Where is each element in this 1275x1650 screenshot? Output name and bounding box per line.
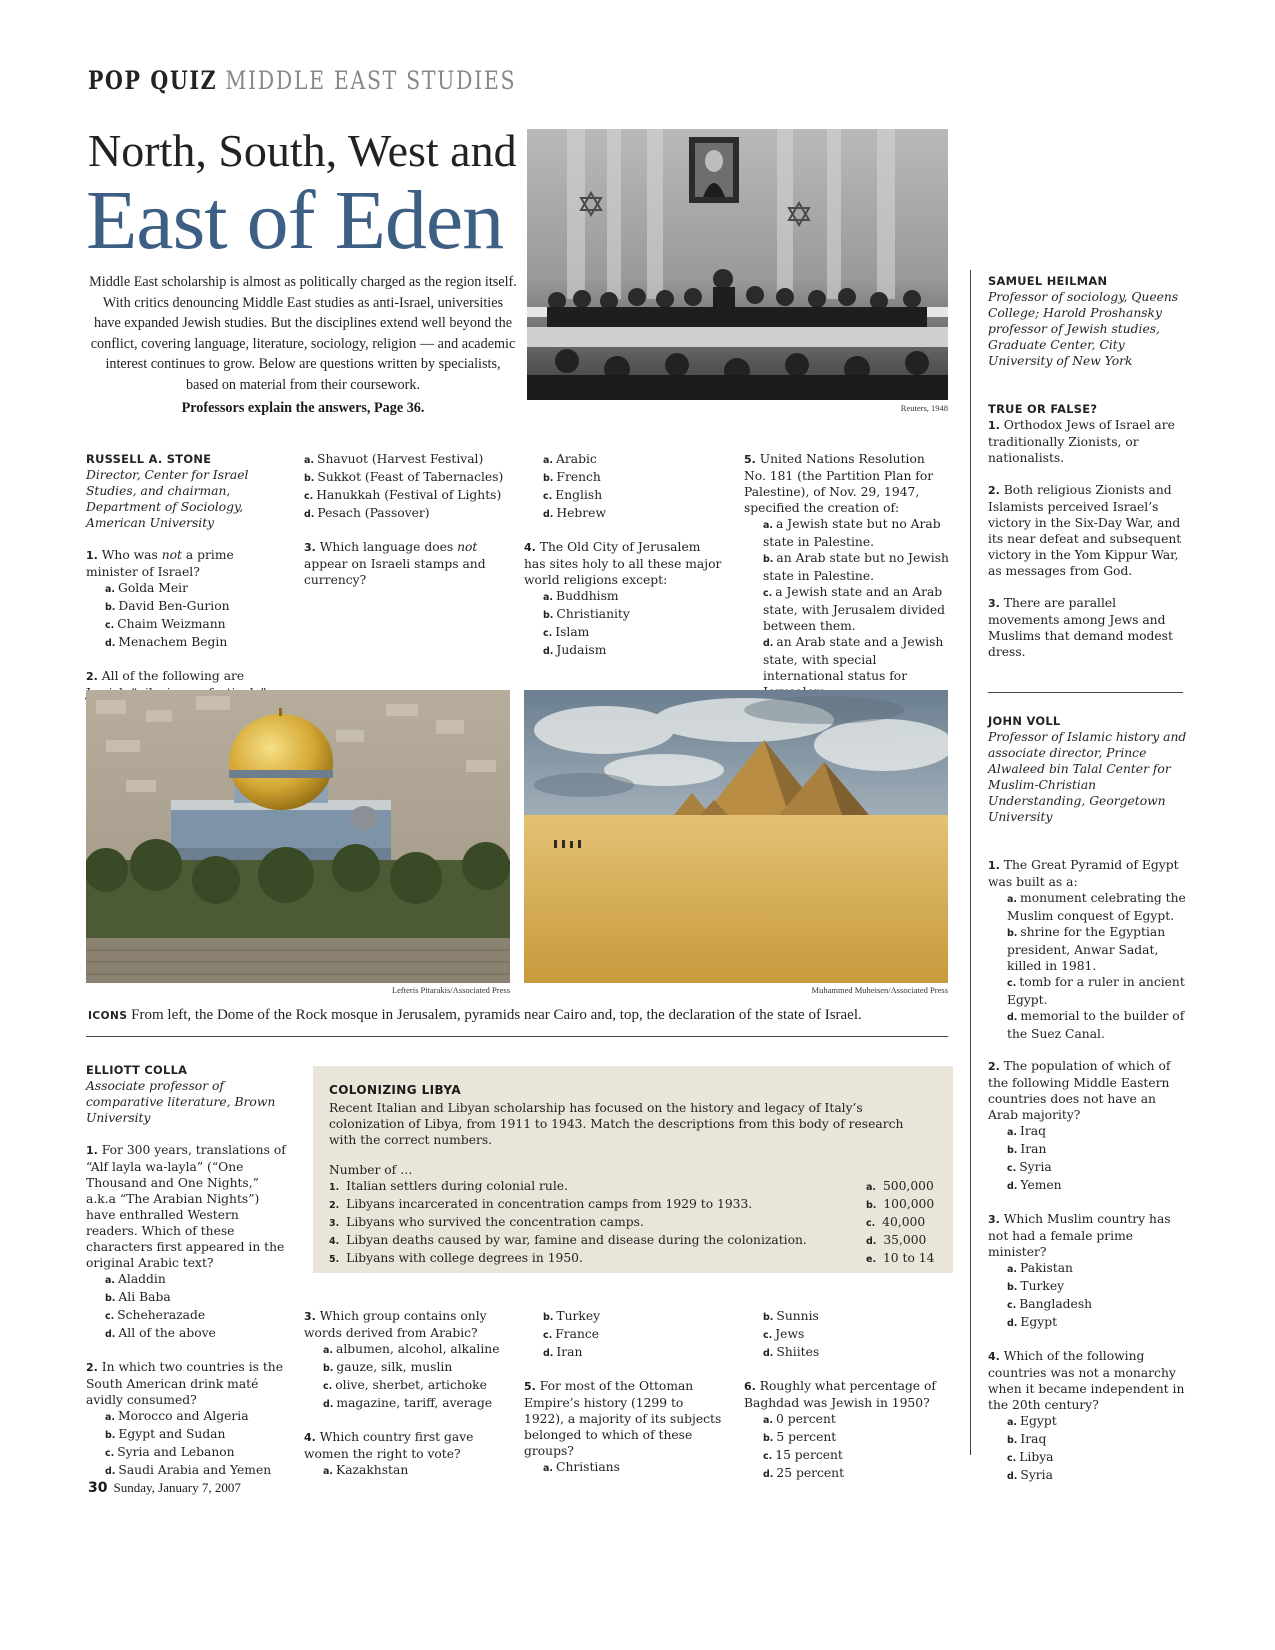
answer-option: b. Egypt and Sudan: [105, 1427, 226, 1441]
answer-option: d. an Arab state and a Jewish state, with special international status for: [763, 635, 944, 683]
contributor-title: Professor of sociology, Queens College; Harold Proshansky professor of Jewish studies, Graduate Center, City University of New York: [988, 290, 1179, 368]
answer-option: c. Libya: [1007, 1450, 1054, 1464]
contributor-title: Associate professor of comparative literature, Brown University: [86, 1079, 276, 1125]
colla-column-4: [744, 1308, 949, 1483]
answer-option: c. tomb for a ruler in ancient Egypt.: [1007, 975, 1185, 1007]
photo-pyramids: [524, 690, 948, 983]
answer-option: a. Aladdin: [105, 1272, 166, 1286]
stone-column-2: [304, 451, 504, 588]
answer-option: d. Yemen: [1007, 1178, 1062, 1192]
answer-option: a. Shavuot (Harvest Festival): [304, 452, 484, 466]
answer-option: a. monument celebrating the Muslim conquest of Egypt.: [1007, 891, 1186, 923]
list-item: 5. Libyans with college degrees in 1950.: [329, 1251, 583, 1265]
page-footer: [88, 1480, 241, 1496]
stone-column-3: [524, 451, 722, 676]
answer-option: d. Hebrew: [543, 506, 606, 520]
question-text: 1. The Great Pyramid of Egypt was built as a:: [988, 858, 1179, 889]
answer-option: c. Hanukkah (Festival of Lights): [304, 488, 502, 502]
answer-option: d. magazine, tariff, average: [323, 1396, 493, 1410]
answer-option: b. David Ben-Gurion: [105, 599, 230, 613]
question-text: 5. For most of the Ottoman Empire’s history (1299 to 1922), a majority of its subjects belonged to which of these groups?: [524, 1379, 722, 1458]
question-text: 3. Which language does not appear on Israeli stamps and currency?: [304, 540, 486, 587]
colla-column-3: [524, 1308, 724, 1477]
answer-option: b. 5 percent: [763, 1430, 837, 1444]
credit-top-photo: Reuters, 1948: [900, 403, 948, 413]
answer-option: a. Morocco and Algeria: [105, 1409, 249, 1423]
answer-option: a. Kazakhstan: [323, 1463, 409, 1477]
contributor-title: Professor of Islamic history and associate director, Prince Alwaleed bin Talal Center for Muslim-Christian Understanding, Georgetown University: [988, 730, 1187, 824]
divider: [86, 1036, 948, 1037]
answers-reference: Professors explain the answers, Page 36.: [181, 400, 425, 416]
answer-option: c. 15 percent: [763, 1448, 843, 1462]
answer-option: a. 0 percent: [763, 1412, 836, 1426]
contributor-name: JOHN VOLL: [988, 714, 1061, 728]
answer-option: d. memorial to the builder of the Suez Canal.: [1007, 1009, 1185, 1041]
issue-date: Sunday, January 7, 2007: [113, 1480, 241, 1495]
sidebar-rule: [970, 270, 971, 1455]
list-item: 1. Italian settlers during colonial rule.: [329, 1179, 568, 1193]
answer-option: d. Iran: [543, 1345, 583, 1359]
answer-option: c. France: [543, 1327, 600, 1341]
answer-option: d. 35,000: [866, 1233, 927, 1247]
answer-option: c. English: [543, 488, 603, 502]
list-item: 3. Libyans who survived the concentration camps.: [329, 1215, 644, 1229]
question-text: 1. Who was not a prime minister of Israel?: [86, 548, 234, 579]
answer-option: a. albumen, alcohol, alkaline: [323, 1342, 500, 1356]
answer-option: c. Syria: [1007, 1160, 1052, 1174]
answer-option: b. Sukkot (Feast of Tabernacles): [304, 470, 504, 484]
answer-option: d. 25 percent: [763, 1466, 845, 1480]
colla-column-2: [304, 1308, 509, 1480]
section-kicker: [88, 66, 516, 95]
photo-caption: ICONS From left, the Dome of the Rock mosque in Jerusalem, pyramids near Cairo and, top, the declaration of the state of Israel.: [88, 1007, 862, 1023]
answer-option: b. gauze, silk, muslin: [323, 1360, 453, 1374]
answer-option: b. 100,000: [866, 1197, 935, 1211]
answer-option: d. Saudi Arabia and Yemen: [105, 1463, 272, 1477]
answer-option: a. Egypt: [1007, 1414, 1057, 1428]
true-false-heading: TRUE OR FALSE?: [988, 402, 1098, 416]
answer-option: d. Egypt: [1007, 1315, 1058, 1329]
answer-option: d. Shiites: [763, 1345, 820, 1359]
answer-option: c. Bangladesh: [1007, 1297, 1093, 1311]
sidebar-divider: [988, 692, 1183, 693]
answer-option: c. olive, sherbet, artichoke: [323, 1378, 487, 1392]
contributor-name: ELLIOTT COLLA: [86, 1063, 188, 1077]
answer-option: b. shrine for the Egyptian president, Anwar Sadat, killed in 1981.: [1007, 925, 1166, 973]
question-text: 2. In which two countries is the South American drink maté avidly consumed?: [86, 1360, 283, 1407]
heilman-section: [988, 273, 1188, 660]
photo-declaration: [527, 129, 948, 400]
answer-option: b. Iran: [1007, 1142, 1047, 1156]
kicker-section: MIDDLE EAST STUDIES: [225, 66, 517, 95]
question-text: 3. Which group contains only words derived from Arabic?: [304, 1309, 487, 1340]
page-number: 30: [88, 1480, 108, 1496]
photo-dome-of-the-rock: [86, 690, 510, 983]
answer-option: b. Sunnis: [763, 1309, 819, 1323]
answer-option: b. an Arab state but no Jewish state in Palestine.: [763, 551, 949, 583]
kicker-pop-quiz: POP QUIZ: [88, 66, 218, 95]
answer-option: d. Judaism: [543, 643, 607, 657]
question-text: 1. Orthodox Jews of Israel are traditionally Zionists, or nationalists.: [988, 418, 1175, 465]
credit-pyramids-photo: Muhammed Muheisen/Associated Press: [811, 985, 948, 995]
voll-section: [988, 713, 1188, 1485]
libya-items: [329, 1178, 849, 1268]
answer-option: d. Menachem Begin: [105, 635, 228, 649]
contributor-name: RUSSELL A. STONE: [86, 452, 212, 466]
intro-text: Middle East scholarship is almost as politically charged as the region itself. With critics denouncing Middle East studies as anti-Israel, universities have expanded Jewish studies. But the disciplines extend well beyond the conflict, covering language, literature, sociology, religion — and academic interest continues to grow. Below are questions written by specialists, based on material from their coursework.: [89, 274, 517, 393]
headline-line-2: East of Eden: [86, 174, 504, 267]
answer-option: a. Golda Meir: [105, 581, 188, 595]
box-intro: Recent Italian and Libyan scholarship has focused on the history and legacy of Italy’s colonization of Libya, from 1911 to 1943. Match the descriptions from this body of research with the correct numbers.: [329, 1101, 904, 1147]
answer-option: a. 500,000: [866, 1179, 934, 1193]
list-item: 2. Libyans incarcerated in concentration camps from 1929 to 1933.: [329, 1197, 753, 1211]
question-text: 1. For 300 years, translations of “Alf layla wa-layla” (“One Thousand and One Nights,” a.k.a “The Arabian Nights”) have enthralled Western readers. Which of these characters first appeared in the original Arabic text?: [86, 1143, 286, 1270]
answer-option: c. Islam: [543, 625, 590, 639]
credit-dome-photo: Lefteris Pitarakis/Associated Press: [391, 985, 510, 995]
answer-option: a. Christians: [543, 1460, 620, 1474]
question-text: 4. Which of the following countries was not a monarchy when it became independent in the 20th century?: [988, 1349, 1185, 1412]
answer-option: c. Chaim Weizmann: [105, 617, 226, 631]
answer-option: e. 10 to 14: [866, 1251, 935, 1265]
answer-option: a. Pakistan: [1007, 1261, 1073, 1275]
answer-option: b. Turkey: [543, 1309, 601, 1323]
answer-option: b. Ali Baba: [105, 1290, 171, 1304]
contributor-title: Director, Center for Israel Studies, and chairman, Department of Sociology, American University: [86, 468, 249, 530]
question-text: 5. United Nations Resolution No. 181 (the Partition Plan for Palestine), of Nov. 29, 1947, specified the creation of:: [744, 452, 934, 515]
headline-line-1: North, South, West and: [88, 125, 517, 176]
answer-option: a. Iraq: [1007, 1124, 1046, 1138]
question-text: 6. Roughly what percentage of Baghdad was Jewish in 1950?: [744, 1379, 936, 1410]
question-text: 2. Both religious Zionists and Islamists perceived Israel’s victory in the Six-Day War, and its near defeat and subsequent victory in the Yom Kippur War, as messages from God.: [988, 483, 1182, 578]
box-number-of: Number of …: [329, 1163, 413, 1177]
question-text: 2. The population of which of the following Middle Eastern countries does not have an Arab majority?: [988, 1059, 1171, 1122]
answer-option: b. Christianity: [543, 607, 630, 621]
contributor-name: SAMUEL HEILMAN: [988, 274, 1108, 288]
answer-option: b. Turkey: [1007, 1279, 1065, 1293]
list-item: 4. Libyan deaths caused by war, famine and disease during the colonization.: [329, 1233, 807, 1247]
answer-option: d. Syria: [1007, 1468, 1053, 1482]
box-title: COLONIZING LIBYA: [329, 1083, 462, 1097]
question-text: 3. Which Muslim country has not had a female prime minister?: [988, 1212, 1171, 1259]
answer-option: a. a Jewish state but no Arab state in Palestine.: [763, 517, 941, 549]
answer-option: c. 40,000: [866, 1215, 926, 1229]
question-text: 3. There are parallel movements among Jews and Muslims that demand modest dress.: [988, 596, 1173, 659]
question-text: 4. Which country first gave women the right to vote?: [304, 1430, 474, 1461]
answer-option: c. a Jewish state and an Arab state, with Jerusalem divided between them.: [763, 585, 945, 633]
stone-column-4: [744, 451, 949, 700]
answer-option: a. Arabic: [543, 452, 597, 466]
colla-column-1: [86, 1062, 286, 1480]
question-text: 2. All of the following are: [86, 669, 245, 683]
libya-answers: [866, 1178, 946, 1268]
answer-option: a. Buddhism: [543, 589, 619, 603]
answer-option: c. Scheherazade: [105, 1308, 206, 1322]
answer-option: c. Jews: [763, 1327, 805, 1341]
answer-option: d. Pesach (Passover): [304, 506, 430, 520]
answer-option: c. Syria and Lebanon: [105, 1445, 235, 1459]
question-text: 4. The Old City of Jerusalem has sites holy to all these major world religions except:: [524, 540, 722, 587]
answer-option: b. Iraq: [1007, 1432, 1047, 1446]
answer-option: d. All of the above: [105, 1326, 216, 1340]
answer-option: b. French: [543, 470, 601, 484]
